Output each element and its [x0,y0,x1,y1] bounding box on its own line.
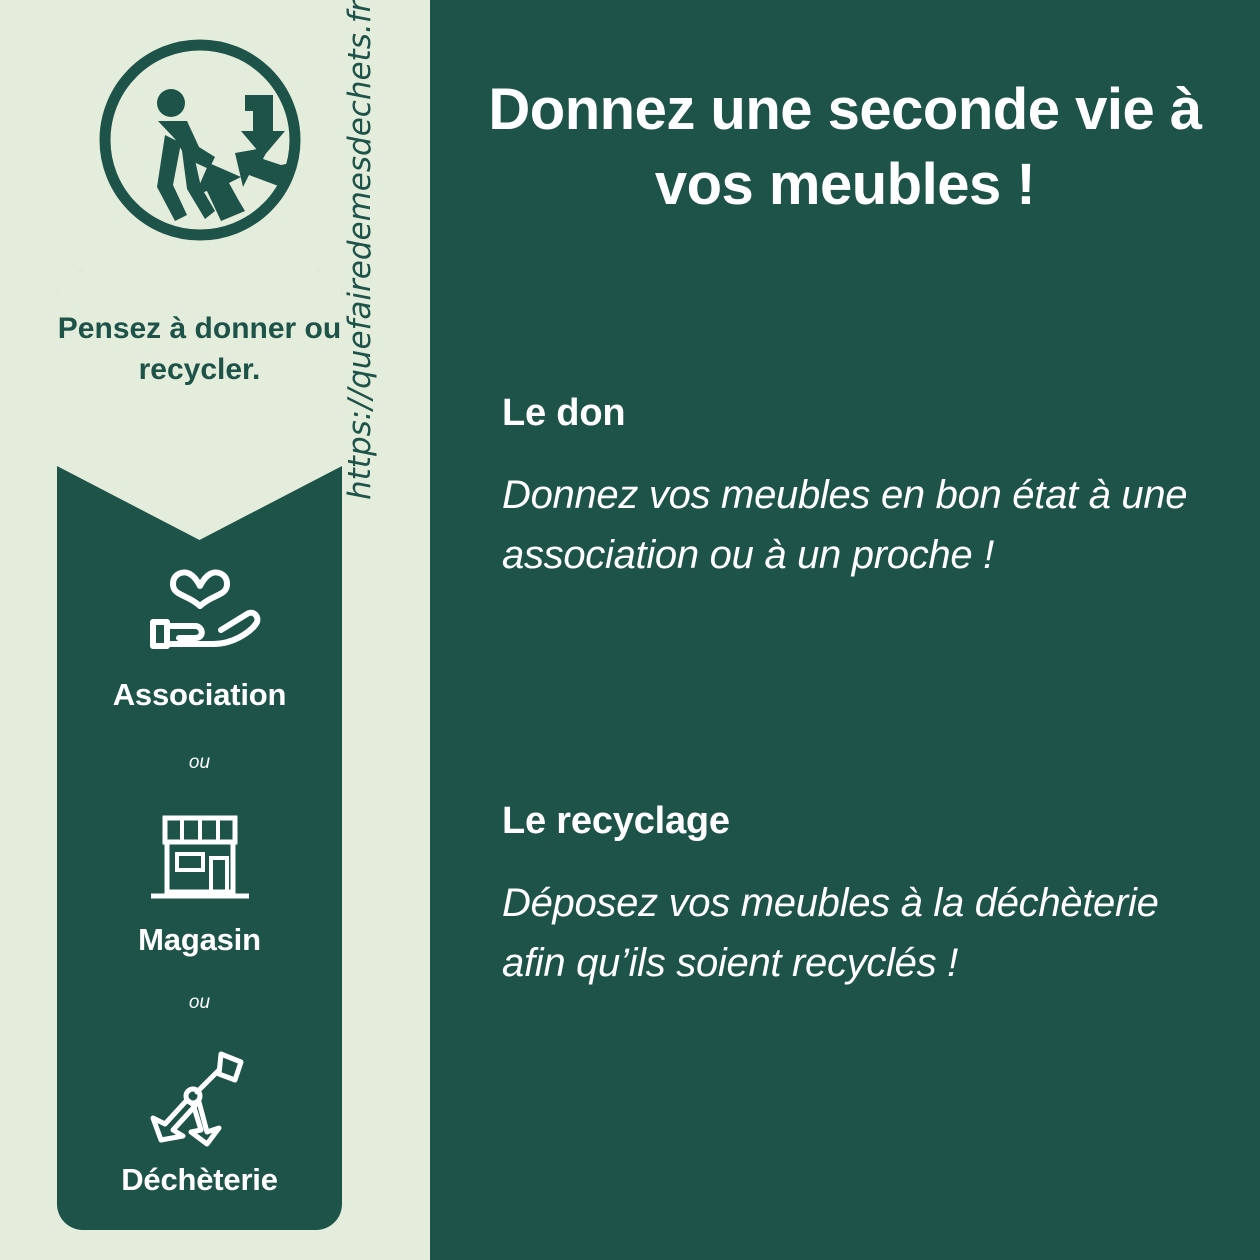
step-magasin [57,800,342,958]
section-body: Donnez vos meubles en bon état à une association ou à un proche ! [502,473,1188,577]
banner-text: Pensez à donner ou recycler. [57,312,342,387]
section-don [502,392,1222,585]
steps-column [57,270,342,1230]
step-label: Magasin [138,922,261,957]
shop-icon [57,800,342,910]
recycling-person-icon [95,35,305,245]
connector-ou-2: ou [188,992,211,1013]
page-title: Donnez une seconde vie à vos meubles ! [488,77,1202,218]
step-decheterie [57,1040,342,1198]
section-recyclage [502,800,1222,993]
left-panel [0,0,430,1260]
hand-heart-icon [57,555,342,665]
waste-sorting-icon [57,1040,342,1150]
connector-ou-1: ou [188,752,211,773]
step-association [57,555,342,713]
section-body: Déposez vos meubles à la déchèterie afin qu’ils soient recyclés ! [502,881,1159,985]
section-title: Le recyclage [502,800,730,842]
website-url[interactable]: https://quefairedemesdechets.fr [342,0,378,500]
right-panel [430,0,1260,1260]
step-label: Déchèterie [121,1162,278,1197]
banner [57,270,342,540]
section-title: Le don [502,392,626,434]
step-label: Association [112,677,287,712]
